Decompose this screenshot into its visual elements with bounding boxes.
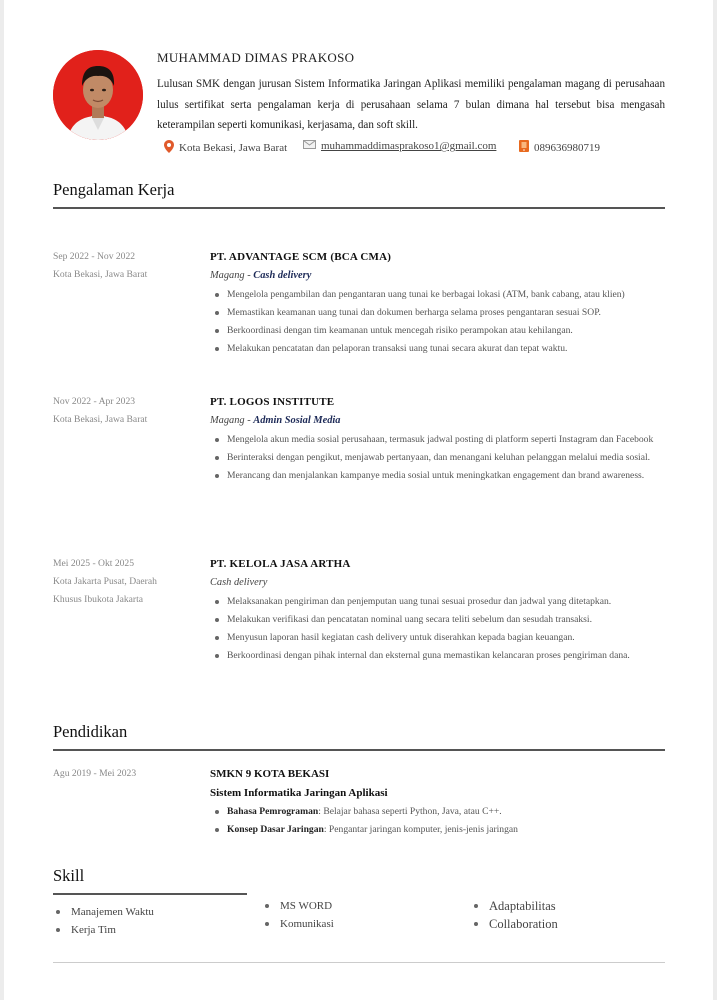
profile-summary: Lulusan SMK dengan jurusan Sistem Informatika Jaringan Aplikasi memiliki pengalaman magang di perusahaan lulus sertifikat serta pengalaman kerja di perusahaan selama 7 bulan dimana hal tersebut bisa mengasah keterampilan seperti komunikasi, kerjasama, dan soft skill. xyxy=(157,78,665,131)
list-item: Melakukan pencatatan dan pelaporan transaksi uang tunai secara akurat dan tepat waktu. xyxy=(227,340,666,358)
education-date: Agu 2019 - Mei 2023 xyxy=(53,768,137,779)
location-text: Kota Bekasi, Jawa Barat xyxy=(179,142,288,154)
skill-list-column-3 xyxy=(471,897,558,933)
list-item: Merancang dan menjalankan kampanye media sosial untuk meningkatkan engagement dan brand awareness. xyxy=(227,467,666,485)
list-item: Memastikan keamanan uang tunai dan dokumen berharga selama proses pengantaran sesuai SOP. xyxy=(227,304,666,322)
phone-icon xyxy=(519,140,529,155)
list-item: Melaksanakan pengiriman dan penjemputan uang tunai sesuai prosedur dan jadwal yang ditetapkan. xyxy=(227,593,666,611)
experience-divider xyxy=(53,207,665,209)
topic-text: Pengantar jaringan komputer, jenis-jenis jaringan xyxy=(328,824,518,835)
job-role-type: Cash delivery xyxy=(210,577,268,588)
job-details xyxy=(210,555,666,665)
list-item: Manajemen Waktu xyxy=(53,903,154,921)
topic-label: Konsep Dasar Jaringan xyxy=(227,824,324,835)
job-location: Kota Bekasi, Jawa Barat xyxy=(53,269,148,280)
location-pin-icon xyxy=(164,140,174,156)
job-role xyxy=(210,411,666,431)
footer-divider xyxy=(53,962,665,963)
job-location: Kota Bekasi, Jawa Barat xyxy=(53,414,148,425)
skill-section-title: Skill xyxy=(53,866,85,885)
profile-name: MUHAMMAD DIMAS PRAKOSO xyxy=(157,50,355,65)
job-role-separator: - xyxy=(244,415,254,426)
job-role-type: Magang xyxy=(210,270,245,281)
job-responsibilities xyxy=(210,593,666,665)
job-responsibilities xyxy=(210,431,666,485)
list-item: Mengelola akun media sosial perusahaan, termasuk jadwal posting di platform seperti Instagram dan Facebook xyxy=(227,431,666,449)
person-photo-icon xyxy=(53,50,143,140)
job-date: Sep 2022 - Nov 2022 xyxy=(53,251,136,262)
list-item: Berkoordinasi dengan pihak internal dan eksternal guna memastikan kelancaran proses pengiriman dana. xyxy=(227,647,666,665)
job-location: Kota Jakarta Pusat, Daerah Khusus Ibukota Jakarta xyxy=(53,576,157,605)
education-details xyxy=(210,765,666,839)
contact-location xyxy=(164,140,287,156)
list-item: Kerja Tim xyxy=(53,921,154,939)
job-role xyxy=(210,573,666,593)
list-item: Mengelola pengambilan dan pengantaran uang tunai ke berbagai lokasi (ATM, bank cabang, atau klien) xyxy=(227,286,666,304)
job-date: Mei 2025 - Okt 2025 xyxy=(53,558,135,569)
education-major: Sistem Informatika Jaringan Aplikasi xyxy=(210,787,388,799)
profile-photo xyxy=(53,50,143,140)
experience-section-title: Pengalaman Kerja xyxy=(53,180,175,199)
job-role xyxy=(210,266,666,286)
job-responsibilities xyxy=(210,286,666,358)
list-item: Melakukan verifikasi dan pencatatan nominal uang secara teliti sebelum dan sesudah transaksi. xyxy=(227,611,666,629)
job-role-specialty: Admin Sosial Media xyxy=(253,415,341,426)
skill-list-column-2 xyxy=(262,897,334,933)
list-item: Konsep Dasar Jaringan: Pengantar jaringan komputer, jenis-jenis jaringan xyxy=(227,821,666,839)
list-item: Collaboration xyxy=(471,915,558,933)
resume-page xyxy=(4,0,713,1000)
list-item: Komunikasi xyxy=(262,915,334,933)
list-item: Menyusun laporan hasil kegiatan cash delivery untuk diserahkan kepada bagian keuangan. xyxy=(227,629,666,647)
job-company: PT. LOGOS INSTITUTE xyxy=(210,396,335,408)
job-company: PT. KELOLA JASA ARTHA xyxy=(210,558,351,570)
list-item: Adaptabilitas xyxy=(471,897,558,915)
job-role-specialty: Cash delivery xyxy=(253,270,312,281)
job-company: PT. ADVANTAGE SCM (BCA CMA) xyxy=(210,251,392,263)
list-item: Bahasa Pemrograman: Belajar bahasa seperti Python, Java, atau C++. xyxy=(227,803,666,821)
list-item: MS WORD xyxy=(262,897,334,915)
education-section-title: Pendidikan xyxy=(53,722,128,741)
job-role-type: Magang xyxy=(210,415,245,426)
job-details xyxy=(210,248,666,358)
mail-icon xyxy=(303,140,316,152)
email-link[interactable]: muhammaddimasprakoso1@gmail.com xyxy=(321,140,497,152)
contact-email[interactable] xyxy=(303,140,496,152)
education-school: SMKN 9 KOTA BEKASI xyxy=(210,768,330,780)
profile-header xyxy=(4,0,713,170)
skill-divider xyxy=(53,893,247,895)
topic-text: Belajar bahasa seperti Python, Java, atau C++. xyxy=(323,806,502,817)
education-topics xyxy=(210,803,666,839)
topic-label: Bahasa Pemrograman xyxy=(227,806,319,817)
contact-phone[interactable] xyxy=(519,140,600,155)
list-item: Berinteraksi dengan pengikut, menjawab pertanyaan, dan menangani keluhan pelanggan melalui media sosial. xyxy=(227,449,666,467)
list-item: Berkoordinasi dengan tim keamanan untuk mencegah risiko perampokan atau kehilangan. xyxy=(227,322,666,340)
education-divider xyxy=(53,749,665,751)
skill-list-column-1 xyxy=(53,903,154,939)
phone-text: 089636980719 xyxy=(534,141,600,154)
job-date: Nov 2022 - Apr 2023 xyxy=(53,396,136,407)
job-role-separator: - xyxy=(244,270,254,281)
job-details xyxy=(210,393,666,485)
